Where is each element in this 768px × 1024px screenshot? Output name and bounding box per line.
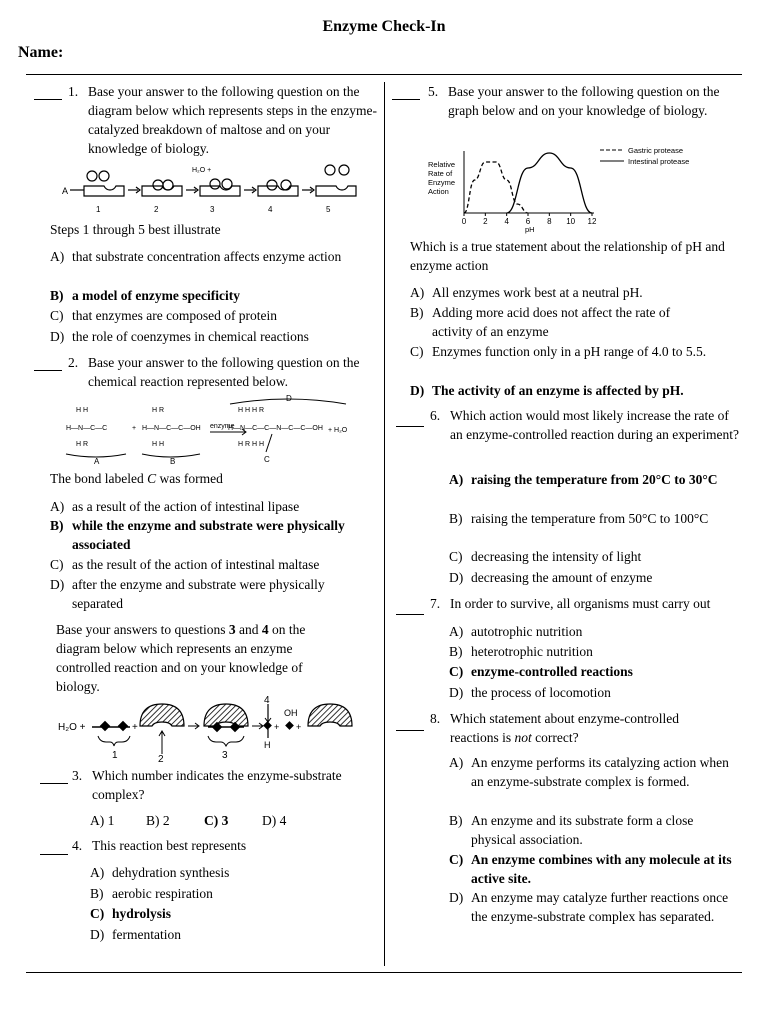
question-text-suffix: correct? — [531, 730, 579, 745]
choice-d[interactable] — [449, 888, 739, 926]
choice-letter: A) — [449, 755, 464, 770]
choice-text: 1 — [107, 813, 115, 828]
choice-a-correct[interactable] — [449, 470, 719, 489]
choice-b-correct[interactable] — [50, 516, 350, 554]
svg-text:H—N—C—C—N—C—C—OH: H—N—C—C—N—C—C—OH — [228, 425, 323, 432]
choice-letter: B) — [449, 813, 463, 828]
choice-c[interactable] — [449, 547, 739, 566]
answer-blank-q4[interactable] — [40, 854, 68, 855]
choice-letter: A) — [449, 624, 464, 639]
answer-blank-q5[interactable] — [392, 99, 420, 100]
choice-text: The activity of an enzyme is affected by pH. — [432, 383, 684, 398]
choice-letter: D) — [449, 685, 464, 700]
choice-letter: A) — [50, 249, 65, 264]
question-text-italic: not — [514, 730, 532, 745]
choice-text: aerobic respiration — [112, 886, 213, 901]
answer-blank-q3[interactable] — [40, 783, 68, 784]
choice-text: after the enzyme and substrate were physically separated — [72, 577, 325, 611]
choice-b[interactable] — [410, 303, 710, 341]
choice-letter: C) — [50, 557, 64, 572]
header-divider — [26, 74, 742, 75]
choice-letter: D) — [449, 890, 464, 905]
choice-letter: D) — [50, 329, 65, 344]
intro-part: and — [235, 622, 262, 637]
choice-text: autotrophic nutrition — [471, 624, 583, 639]
diagram-label-4: 4 — [264, 696, 270, 706]
question-text-prefix: Which statement about enzyme-controlled reactions is — [450, 711, 680, 745]
diagram-step-4: 4 — [268, 205, 273, 214]
choice-letter: C) — [90, 906, 105, 921]
choice-text: An enzyme combines with any molecule at its active site. — [471, 852, 732, 886]
footer-divider — [26, 972, 742, 973]
svg-text:H H: H H — [152, 441, 165, 448]
diagram-label-b: B — [170, 457, 176, 466]
intro-part: on the diagram below which represents an enzyme controlled reaction and on your knowledge of biology. — [56, 622, 306, 694]
maltose-breakdown-diagram — [62, 160, 362, 218]
choice-text: that substrate concentration affects enzyme action — [72, 249, 342, 264]
choice-letter: A) — [449, 472, 464, 487]
intro-part: Base your answers to questions — [56, 622, 229, 637]
stem-italic: C — [147, 471, 157, 486]
choice-text: the role of coenzymes in chemical reactions — [72, 329, 309, 344]
diagram-step-5: 5 — [326, 205, 331, 214]
question-number: 4. — [72, 838, 83, 853]
svg-text:+: + — [132, 722, 138, 733]
choice-text: the process of locomotion — [471, 685, 611, 700]
choice-c-correct[interactable] — [204, 811, 228, 830]
x-tick-label: 0 — [461, 217, 467, 226]
choice-text: hydrolysis — [112, 906, 172, 921]
svg-text:+: + — [274, 722, 280, 732]
question-number: 7. — [430, 596, 441, 611]
choice-a[interactable] — [449, 622, 739, 641]
choice-letter: A) — [90, 865, 105, 880]
choice-letter: C) — [449, 549, 463, 564]
svg-text:H H H R: H H H R — [238, 407, 265, 414]
diagram-h: H — [264, 740, 271, 750]
question-stem: Which is a true statement about the relationship of pH and enzyme action — [410, 239, 725, 273]
choice-c[interactable] — [50, 555, 370, 574]
name-label: Name: — [18, 44, 64, 61]
question-number: 5. — [428, 84, 439, 99]
svg-text:H—N—C—C: H—N—C—C — [66, 425, 108, 432]
chart-xlabel: pH — [525, 225, 535, 234]
choice-letter: C) — [204, 813, 219, 828]
choice-text: enzyme-controlled reactions — [471, 664, 633, 679]
intro-number-3: 3 — [228, 622, 236, 637]
svg-text:H—N—C—C—OH: H—N—C—C—OH — [142, 425, 201, 432]
choice-a[interactable] — [90, 863, 350, 882]
diagram-step-2: 2 — [154, 205, 159, 214]
question-3 — [72, 766, 372, 804]
peptide-reaction-diagram — [60, 394, 360, 466]
svg-text:H R: H R — [152, 407, 165, 414]
choice-letter: C) — [410, 344, 424, 359]
choice-letter: A) — [410, 285, 425, 300]
choice-letter: B) — [50, 518, 64, 533]
chart-ylabel-line-2: Rate of — [428, 169, 453, 178]
choice-text: heterotrophic nutrition — [471, 644, 593, 659]
answer-blank-q1[interactable] — [34, 99, 62, 100]
chart-ylabel-line-4: Action — [428, 187, 449, 196]
question-text — [450, 709, 730, 747]
diagram-water: + H₂O — [328, 427, 348, 434]
x-tick-label: 6 — [525, 217, 531, 226]
choice-letter: B) — [146, 813, 160, 828]
choice-text: Enzymes function only in a pH range of 4.0 to 5.5. — [432, 344, 707, 359]
choice-letter: B) — [410, 305, 424, 320]
stem-prefix: The bond labeled — [50, 471, 148, 486]
choice-text: as the result of the action of intestinal maltase — [72, 557, 320, 572]
answer-blank-q7[interactable] — [396, 614, 424, 615]
diagram-label-a: A — [62, 186, 69, 196]
diagram-water: H₂O + — [192, 167, 212, 174]
question-6 — [430, 406, 740, 444]
choice-d[interactable] — [90, 925, 350, 944]
choice-text: as a result of the action of intestinal lipase — [72, 499, 300, 514]
choice-letter: D) — [262, 813, 277, 828]
choice-letter: D) — [50, 577, 65, 592]
choice-text: raising the temperature from 50°C to 100°C — [471, 511, 709, 526]
choice-text: while the enzyme and substrate were physically associated — [72, 518, 345, 552]
choice-c[interactable] — [50, 306, 370, 325]
choice-d[interactable] — [262, 811, 286, 830]
choice-text: that enzymes are composed of protein — [72, 308, 278, 323]
question-stem — [50, 469, 223, 488]
choice-b[interactable] — [449, 811, 729, 849]
question-number: 2. — [68, 355, 79, 370]
choice-b[interactable] — [146, 811, 170, 830]
choice-b[interactable] — [90, 884, 350, 903]
choice-text: 2 — [162, 813, 170, 828]
choice-a[interactable] — [90, 811, 114, 830]
choice-text: 3 — [221, 813, 229, 828]
choice-b[interactable] — [449, 642, 739, 661]
question-text: Base your answer to the following question on the chemical reaction represented below. — [88, 355, 360, 389]
question-text: Base your answer to the following question on the graph below and on your knowledge of biology. — [448, 84, 720, 118]
diagram-label-a: A — [94, 457, 100, 466]
svg-text:H H: H H — [76, 407, 89, 414]
diagram-label-1: 1 — [112, 750, 118, 761]
question-text: Which action would most likely increase the rate of an enzyme-controlled reaction during an experiment? — [450, 408, 739, 442]
choice-letter: B) — [449, 511, 463, 526]
choice-letter: D) — [410, 383, 425, 398]
stem-suffix: was formed — [156, 471, 223, 486]
question-text: Which number indicates the enzyme-substrate complex? — [92, 768, 342, 802]
question-text: In order to survive, all organisms must carry out — [450, 596, 711, 611]
svg-text:enzyme: enzyme — [210, 423, 235, 430]
diagram-label-c: C — [264, 455, 270, 464]
diagram-label-2: 2 — [158, 754, 164, 762]
question-7 — [430, 594, 745, 613]
legend-label-gastric: Gastric protease — [628, 146, 684, 155]
choice-c-correct[interactable] — [449, 850, 739, 888]
x-tick-label: 4 — [504, 217, 509, 226]
choice-a[interactable] — [449, 753, 729, 791]
choice-b[interactable] — [449, 509, 719, 528]
svg-text:H R H H: H R H H — [238, 441, 265, 448]
x-tick-label: 10 — [566, 217, 576, 226]
choice-text: An enzyme performs its catalyzing action when an enzyme-substrate complex is formed. — [471, 755, 729, 789]
choice-text: fermentation — [112, 927, 181, 942]
x-tick-label: 2 — [483, 217, 488, 226]
choice-letter: C) — [449, 852, 464, 867]
choice-letter: A) — [50, 499, 65, 514]
choice-text: 4 — [279, 813, 287, 828]
choice-d-correct[interactable] — [410, 381, 740, 400]
ph-enzyme-chart — [424, 143, 740, 235]
question-number: 6. — [430, 408, 441, 423]
answer-blank-q2[interactable] — [34, 370, 62, 371]
choice-letter: A) — [90, 813, 105, 828]
choice-letter: D) — [90, 927, 105, 942]
choice-text: decreasing the amount of enzyme — [471, 570, 653, 585]
answer-blank-q8[interactable] — [396, 730, 424, 731]
chart-ylabel-line-3: Enzyme — [428, 178, 456, 187]
question-stem: Steps 1 through 5 best illustrate — [50, 222, 221, 237]
choice-d[interactable] — [449, 568, 739, 587]
answer-blank-q6[interactable] — [396, 426, 424, 427]
choice-text: a model of enzyme specificity — [72, 288, 240, 303]
svg-text:+: + — [132, 425, 137, 432]
diagram-oh: OH — [284, 708, 298, 718]
x-tick-label: 8 — [547, 217, 552, 226]
q34-intro — [56, 620, 346, 696]
choice-text: An enzyme may catalyze further reactions once the enzyme-substrate complex has separated. — [471, 890, 729, 924]
diagram-water: H₂O + — [58, 722, 86, 733]
choice-letter: C) — [449, 664, 464, 679]
choice-letter: D) — [449, 570, 464, 585]
diagram-label-3: 3 — [222, 750, 228, 761]
column-divider — [384, 82, 385, 966]
question-4 — [72, 836, 372, 855]
choice-d[interactable] — [50, 575, 370, 613]
choice-text: An enzyme and its substrate form a close physical association. — [471, 813, 694, 847]
enzyme-reaction-diagram — [58, 696, 364, 762]
chart-legend — [600, 146, 689, 166]
choice-letter: C) — [50, 308, 64, 323]
choice-c-correct[interactable] — [449, 662, 739, 681]
question-number: 3. — [72, 768, 83, 783]
question-1 — [68, 82, 380, 158]
choice-text: All enzymes work best at a neutral pH. — [432, 285, 643, 300]
choice-d[interactable] — [50, 327, 370, 346]
svg-text:H R: H R — [76, 441, 89, 448]
question-5 — [428, 82, 738, 120]
choice-a[interactable] — [50, 247, 350, 266]
choice-letter: B) — [90, 886, 104, 901]
choice-letter: B) — [50, 288, 64, 303]
choice-a[interactable] — [50, 497, 370, 516]
diagram-label-d: D — [286, 394, 292, 403]
question-2 — [68, 353, 380, 391]
choice-text: dehydration synthesis — [112, 865, 230, 880]
legend-label-intestinal: Intestinal protease — [628, 157, 690, 166]
choice-text: decreasing the intensity of light — [471, 549, 642, 564]
choice-c[interactable] — [410, 342, 720, 361]
page-title: Enzyme Check-In — [322, 18, 446, 35]
choice-d[interactable] — [449, 683, 739, 702]
intro-number-4: 4 — [261, 622, 269, 637]
choice-letter: B) — [449, 644, 463, 659]
choice-a[interactable] — [410, 283, 740, 302]
choice-text: Adding more acid does not affect the rate of activity of an enzyme — [432, 305, 671, 339]
diagram-step-3: 3 — [210, 205, 215, 214]
choice-c-correct[interactable] — [90, 904, 350, 923]
question-number: 8. — [430, 711, 441, 726]
choice-b-correct[interactable] — [50, 286, 350, 305]
question-number: 1. — [68, 84, 79, 99]
svg-text:+: + — [296, 722, 302, 732]
question-text: Base your answer to the following question on the diagram below which represents steps in the enzyme-catalyzed breakdown of maltose and on your knowledge of biology. — [88, 84, 378, 156]
diagram-step-1: 1 — [96, 205, 101, 214]
choice-text: raising the temperature from 20°C to 30°C — [471, 472, 718, 487]
question-8 — [430, 709, 730, 747]
question-text: This reaction best represents — [92, 838, 247, 853]
x-tick-label: 12 — [587, 217, 597, 226]
chart-ylabel-line-1: Relative — [428, 160, 456, 169]
